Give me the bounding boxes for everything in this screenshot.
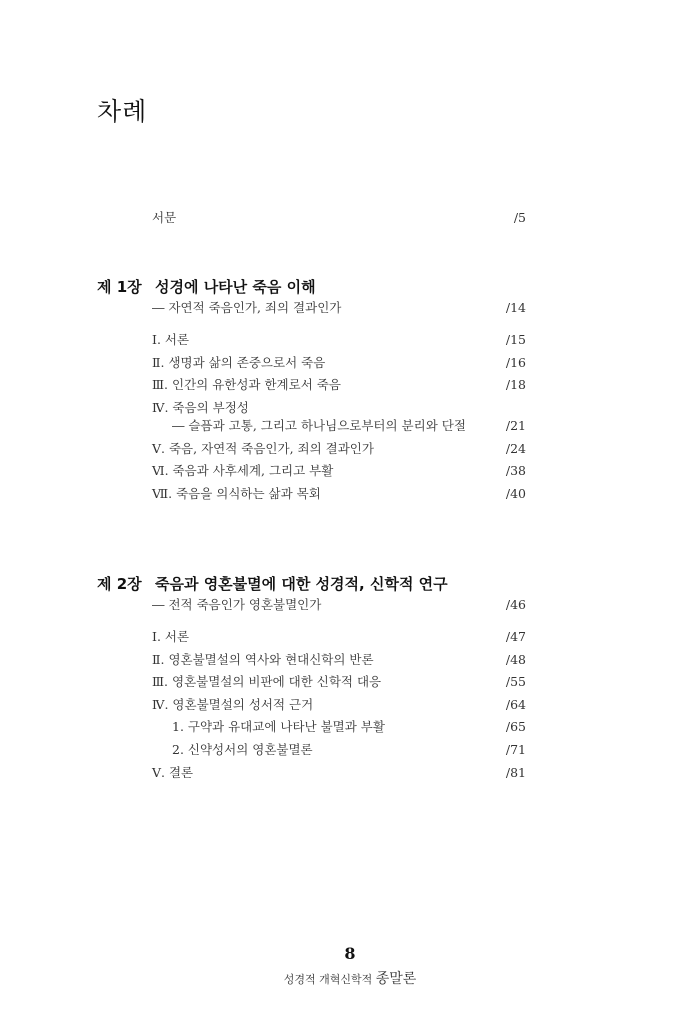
- toc-label: Ⅰ. 서론: [152, 332, 190, 347]
- toc-label: Ⅲ. 인간의 유한성과 한계로서 죽음: [152, 377, 341, 392]
- chapter-2-heading[interactable]: [97, 573, 448, 594]
- toc-page: /47: [505, 629, 526, 644]
- toc-label: Ⅱ. 생명과 삶의 존중으로서 죽음: [152, 355, 326, 370]
- toc-page: /15: [505, 332, 526, 347]
- toc-page: /18: [505, 377, 526, 392]
- toc-label: 1. 구약과 유대교에 나타난 불멸과 부활: [172, 719, 385, 734]
- toc-label: Ⅴ. 죽음, 자연적 죽음인가, 죄의 결과인가: [152, 441, 374, 456]
- toc-page: /48: [505, 652, 526, 667]
- toc-page: /21: [505, 418, 526, 433]
- toc-page: /16: [505, 355, 526, 370]
- toc-page: /40: [505, 486, 526, 501]
- book-subtitle: 성경적 개혁신학적: [283, 973, 373, 986]
- toc-label: ― 자연적 죽음인가, 죄의 결과인가: [152, 300, 342, 315]
- toc-label: Ⅳ. 죽음의 부정성: [152, 400, 249, 415]
- toc-label: ― 슬픔과 고통, 그리고 하나님으로부터의 분리와 단절: [172, 418, 466, 433]
- toc-label: 2. 신약성서의 영혼불멸론: [172, 742, 313, 757]
- chapter-1-heading[interactable]: [97, 276, 316, 297]
- toc-page: /14: [505, 300, 526, 315]
- toc-label: Ⅰ. 서론: [152, 629, 190, 644]
- toc-label: Ⅶ. 죽음을 의식하는 삶과 목회: [152, 486, 321, 501]
- chapter-number: 제 1장: [97, 278, 142, 296]
- toc-page: /38: [505, 463, 526, 478]
- toc-label: Ⅲ. 영혼불멸설의 비판에 대한 신학적 대응: [152, 674, 382, 689]
- toc-label: Ⅱ. 영혼불멸설의 역사와 현대신학의 반론: [152, 652, 374, 667]
- toc-label: 서문: [152, 210, 177, 225]
- toc-page: /64: [505, 697, 526, 712]
- running-footer: [0, 968, 700, 988]
- chapter-title: 죽음과 영혼불멸에 대한 성경적, 신학적 연구: [155, 575, 448, 593]
- chapter-number: 제 2장: [97, 575, 142, 593]
- toc-label: Ⅴ. 결론: [152, 765, 194, 780]
- page-title: 차례: [97, 97, 148, 126]
- toc-page: /55: [505, 674, 526, 689]
- book-title: 종말론: [375, 971, 417, 987]
- toc-page: /71: [505, 742, 526, 757]
- toc-label: Ⅳ. 영혼불멸설의 성서적 근거: [152, 697, 314, 712]
- toc-page: /46: [505, 597, 526, 612]
- toc-label: ― 전적 죽음인가 영혼불멸인가: [152, 597, 322, 612]
- toc-page: /65: [505, 719, 526, 734]
- toc-label: Ⅵ. 죽음과 사후세계, 그리고 부활: [152, 463, 334, 478]
- toc-page: /81: [505, 765, 526, 780]
- toc-page: /5: [513, 210, 526, 225]
- toc-page: /24: [505, 441, 526, 456]
- chapter-title: 성경에 나타난 죽음 이해: [155, 278, 316, 296]
- page-number: 8: [344, 944, 356, 963]
